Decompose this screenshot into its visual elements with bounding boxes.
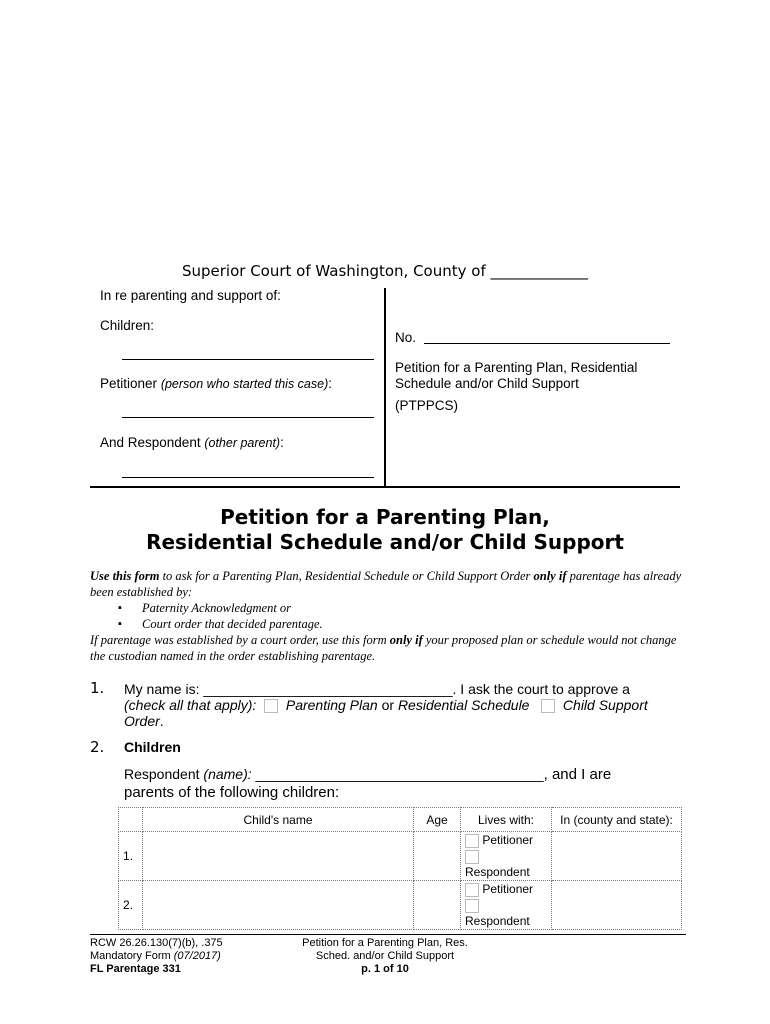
child-support-checkbox[interactable] [541,699,555,713]
footer-left: RCW 26.26.130(7)(b), .375 Mandatory Form (07/2017) FL Parentage 331 [90,937,223,975]
section-2-number: 2. [90,738,105,756]
county-blank[interactable]: _____________ [490,262,589,280]
child-age-cell[interactable] [414,881,461,930]
table-row [119,881,682,930]
child-age-cell[interactable] [414,832,461,881]
petitioner-label: Petitioner (person who started this case): [100,376,333,391]
footer-rule [90,934,686,935]
caption-divider [384,288,386,488]
case-number-line[interactable] [424,343,670,344]
children-table [118,807,682,930]
column-header-lives-with: Lives with: [461,808,552,832]
column-header-name: Child's name [143,808,414,832]
document-code: (PTPPCS) [395,398,459,413]
bullet-item: ▪ Paternity Acknowledgment or [90,600,690,616]
my-name-blank[interactable]: ________________________________ [203,681,453,697]
children-label: Children: [100,318,155,333]
court-heading: Superior Court of Washington, County of _____________ [181,262,589,280]
petitioner-checkbox[interactable] [465,834,479,848]
county-state-cell[interactable] [552,881,682,930]
case-number-label: No. [395,330,417,345]
row-number: 1. [119,832,143,881]
page-title: Petition for a Parenting Plan, Residential Schedule and/or Child Support [146,505,624,554]
section-1-number: 1. [90,679,105,697]
table-row [119,832,682,881]
table-header-row [119,808,682,832]
child-name-cell[interactable] [143,881,414,930]
row-number: 2. [119,881,143,930]
respondent-name-blank[interactable]: _____________________________________ [255,766,544,782]
respondent-checkbox[interactable] [465,899,479,913]
column-header-age: Age [414,808,461,832]
bullet-item: ▪ Court order that decided parentage. [90,616,690,632]
county-state-cell[interactable] [552,832,682,881]
child-name-cell[interactable] [143,832,414,881]
document-title-caption: Petition for a Parenting Plan, Residential Schedule and/or Child Support (PTPPCS) [395,360,638,413]
petitioner-checkbox[interactable] [465,883,479,897]
section-1-text: My name is: ________________________________. I ask the court to approve a (check all that apply): Parenting Plan or Residential Schedule Child Support Order. [124,681,648,730]
in-re-label: In re parenting and support of: [100,288,281,303]
respondent-name-line[interactable] [122,477,374,478]
column-header-county: In (county and state): [552,808,682,832]
respondent-label: And Respondent (other parent): [100,435,284,450]
respondent-checkbox[interactable] [465,850,479,864]
parenting-plan-checkbox[interactable] [264,699,278,713]
page-number: p. 1 of 10 [361,963,409,975]
lives-with-cell: Petitioner Respondent [461,881,552,930]
respondent-name-text: Respondent (name): _____________________________________, and I are parents of the following children: [124,766,612,801]
instructions: Use this form to ask for a Parenting Plan, Residential Schedule or Child Support Order only if parentage has already been established by: ▪ Paternity Acknowledgment or ▪ Court order that decided parentage. If parentage was established by a court order, use this form only if your proposed plan or schedule would not change the custodian named in the order establishing parentage. [90,568,690,664]
lives-with-cell: Petitioner Respondent [461,832,552,881]
children-name-line[interactable] [122,359,374,360]
footer-center: Petition for a Parenting Plan, Res. Sched. and/or Child Support p. 1 of 10 [285,937,485,976]
petitioner-name-line[interactable] [122,417,374,418]
caption-bottom-rule [90,486,680,488]
section-2-heading: Children [124,739,181,755]
